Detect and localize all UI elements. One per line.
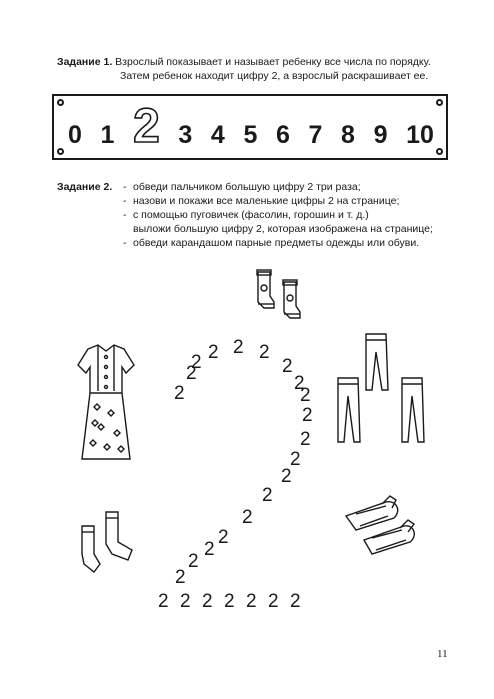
small-two: 2 — [268, 591, 279, 612]
small-two: 2 — [300, 385, 311, 406]
small-two: 2 — [204, 539, 215, 560]
number-4: 4 — [210, 121, 225, 149]
task-2-item-4: обведи карандашом парные предметы одежды или обуви. — [133, 237, 420, 249]
page-number: 11 — [437, 648, 448, 660]
small-two: 2 — [300, 429, 311, 450]
small-two: 2 — [242, 507, 253, 528]
task-1-line-1: Взрослый показывает и называет ребенку все числа по порядку. — [115, 56, 431, 68]
small-two: 2 — [224, 591, 235, 612]
small-two: 2 — [282, 356, 293, 377]
task-2-item-3: с помощью пуговичек (фасолин, горошин и т. д.) — [133, 209, 369, 221]
task-2: Задание 2. - обведи пальчиком большую цифру 2 три раза; - назови и покажи все маленькие цифры 2 на странице; - с помощью пуговичек (фасолин, горошин и т. д.) выложи большую цифру 2, которая изображена на странице; - обведи карандашом парные предметы одежды или обуви. — [57, 181, 433, 249]
small-two: 2 — [294, 373, 305, 394]
small-two: 2 — [202, 591, 213, 612]
small-two: 2 — [175, 567, 186, 588]
small-two: 2 — [191, 352, 202, 373]
small-two: 2 — [208, 342, 219, 363]
small-two: 2 — [281, 466, 292, 487]
task-2-item-1: обведи пальчиком большую цифру 2 три раза; — [133, 181, 361, 193]
number-7: 7 — [308, 121, 323, 149]
task-2-item-2: назови и покажи все маленькие цифры 2 на странице; — [133, 195, 400, 207]
task-1-line-2: Затем ребенок находит цифру 2, а взрослый раскрашивает ее. — [120, 70, 429, 82]
small-two: 2 — [302, 405, 313, 426]
number-0: 0 — [68, 121, 82, 149]
small-two: 2 — [290, 591, 301, 612]
small-two: 2 — [218, 527, 229, 548]
task-2-label: Задание 2. — [57, 181, 113, 193]
number-6: 6 — [275, 121, 290, 149]
small-two: 2 — [186, 363, 197, 384]
task-1-label: Задание 1. — [57, 56, 113, 68]
small-two: 2 — [290, 449, 301, 470]
number-3: 3 — [178, 121, 193, 149]
number-9: 9 — [373, 121, 388, 149]
small-two: 2 — [259, 342, 270, 363]
task-2-item-3-continuation: выложи большую цифру 2, которая изображена на странице; — [133, 223, 433, 235]
small-two: 2 — [180, 591, 191, 612]
number-2-outline: 2 — [133, 100, 160, 153]
small-two: 2 — [188, 551, 199, 572]
number-5: 5 — [243, 121, 258, 149]
small-two: 2 — [158, 591, 169, 612]
small-two: 2 — [246, 591, 257, 612]
small-two: 2 — [174, 383, 185, 404]
small-two: 2 — [262, 485, 273, 506]
number-1: 1 — [100, 121, 115, 149]
number-8: 8 — [341, 121, 355, 149]
number-10: 10 — [406, 121, 434, 149]
small-two: 2 — [233, 337, 244, 358]
